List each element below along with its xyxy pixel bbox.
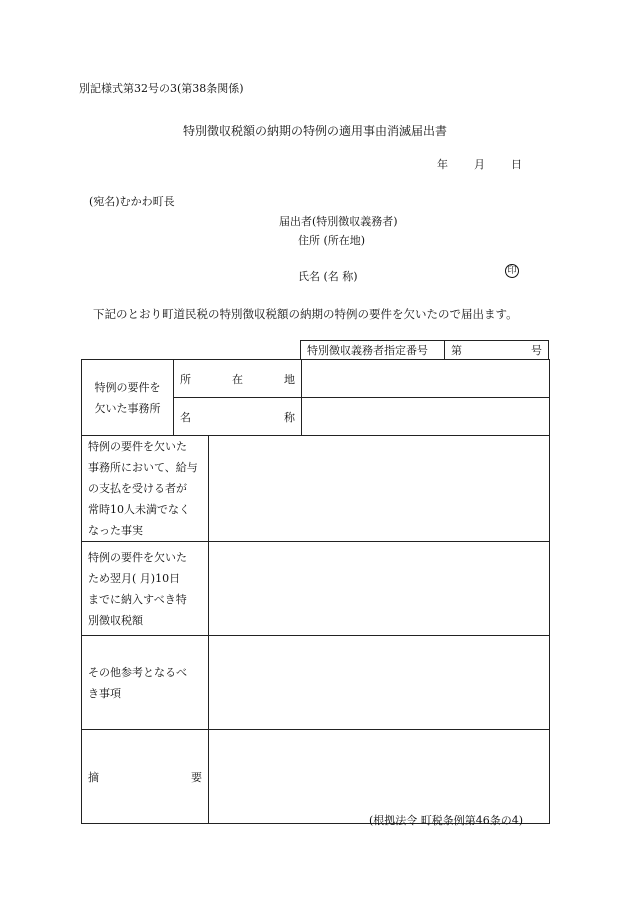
fact-label bbox=[82, 436, 209, 542]
summary-field[interactable] bbox=[209, 730, 550, 824]
name-char-2: 称 bbox=[284, 410, 295, 424]
designation-number-field[interactable] bbox=[445, 341, 549, 360]
amount-field[interactable] bbox=[209, 542, 550, 636]
document-title: 特別徴収税額の納期の特例の適用事由消滅届出書 bbox=[182, 124, 447, 138]
amount-line: 別徴収税額 bbox=[88, 613, 143, 627]
date-month: 月 bbox=[474, 158, 485, 171]
lead-text: 下記のとおり町道民税の特別徴収税額の納期の特例の要件を欠いたので届出ます。 bbox=[93, 307, 518, 321]
summary-char-1: 摘 bbox=[88, 770, 99, 784]
summary-char-2: 要 bbox=[191, 770, 202, 784]
other-line: き事項 bbox=[88, 686, 121, 700]
date-year: 年 bbox=[437, 158, 448, 171]
address-label: 住所 (所在地) bbox=[298, 234, 366, 247]
date-line bbox=[437, 156, 548, 172]
location-char-1: 所 bbox=[180, 372, 191, 386]
amount-line: までに納入すべき特 bbox=[88, 592, 187, 606]
amount-line: 特例の要件を欠いた bbox=[88, 550, 187, 564]
designation-number-label: 特別徴収義務者指定番号 bbox=[301, 341, 445, 360]
notifier-label: 届出者(特別徴収義務者) bbox=[279, 215, 398, 228]
office-location-label bbox=[174, 360, 302, 398]
summary-label bbox=[82, 730, 209, 824]
office-name-field[interactable] bbox=[302, 398, 550, 436]
other-line: その他参考となるべ bbox=[88, 665, 187, 679]
fact-line: の支払を受ける者が bbox=[88, 482, 187, 495]
location-char-3: 地 bbox=[284, 372, 295, 386]
fact-line: 常時10人未満でなく bbox=[88, 503, 190, 516]
office-header bbox=[82, 360, 174, 436]
main-form-table bbox=[81, 359, 550, 824]
designation-number-table bbox=[300, 340, 549, 360]
office-header-line2: 欠いた事務所 bbox=[94, 401, 161, 415]
form-number: 別記様式第32号の3(第38条関係) bbox=[79, 82, 244, 95]
other-field[interactable] bbox=[209, 636, 550, 730]
name-label: 氏名 (名 称) bbox=[298, 270, 358, 283]
fact-line: 特例の要件を欠いた bbox=[88, 440, 187, 453]
office-location-field[interactable] bbox=[302, 360, 550, 398]
fact-field[interactable] bbox=[209, 436, 550, 542]
amount-line: ため翌月( 月)10日 bbox=[88, 571, 181, 585]
office-header-line1: 特例の要件を bbox=[94, 380, 161, 394]
amount-label bbox=[82, 542, 209, 636]
office-name-label bbox=[174, 398, 302, 436]
location-char-2: 在 bbox=[232, 372, 243, 386]
name-char-1: 名 bbox=[180, 410, 191, 424]
other-label bbox=[82, 636, 209, 730]
addressee: (宛名)むかわ町長 bbox=[89, 195, 175, 208]
date-day: 日 bbox=[511, 158, 522, 171]
designation-go: 号 bbox=[531, 344, 542, 357]
designation-dai: 第 bbox=[451, 344, 462, 357]
seal-mark: 印 bbox=[505, 264, 519, 278]
legal-basis-footer: (根拠法令 町税条例第46条の4) bbox=[369, 814, 524, 827]
fact-line: なった事実 bbox=[88, 524, 143, 537]
fact-line: 事務所において、給与 bbox=[88, 461, 198, 474]
